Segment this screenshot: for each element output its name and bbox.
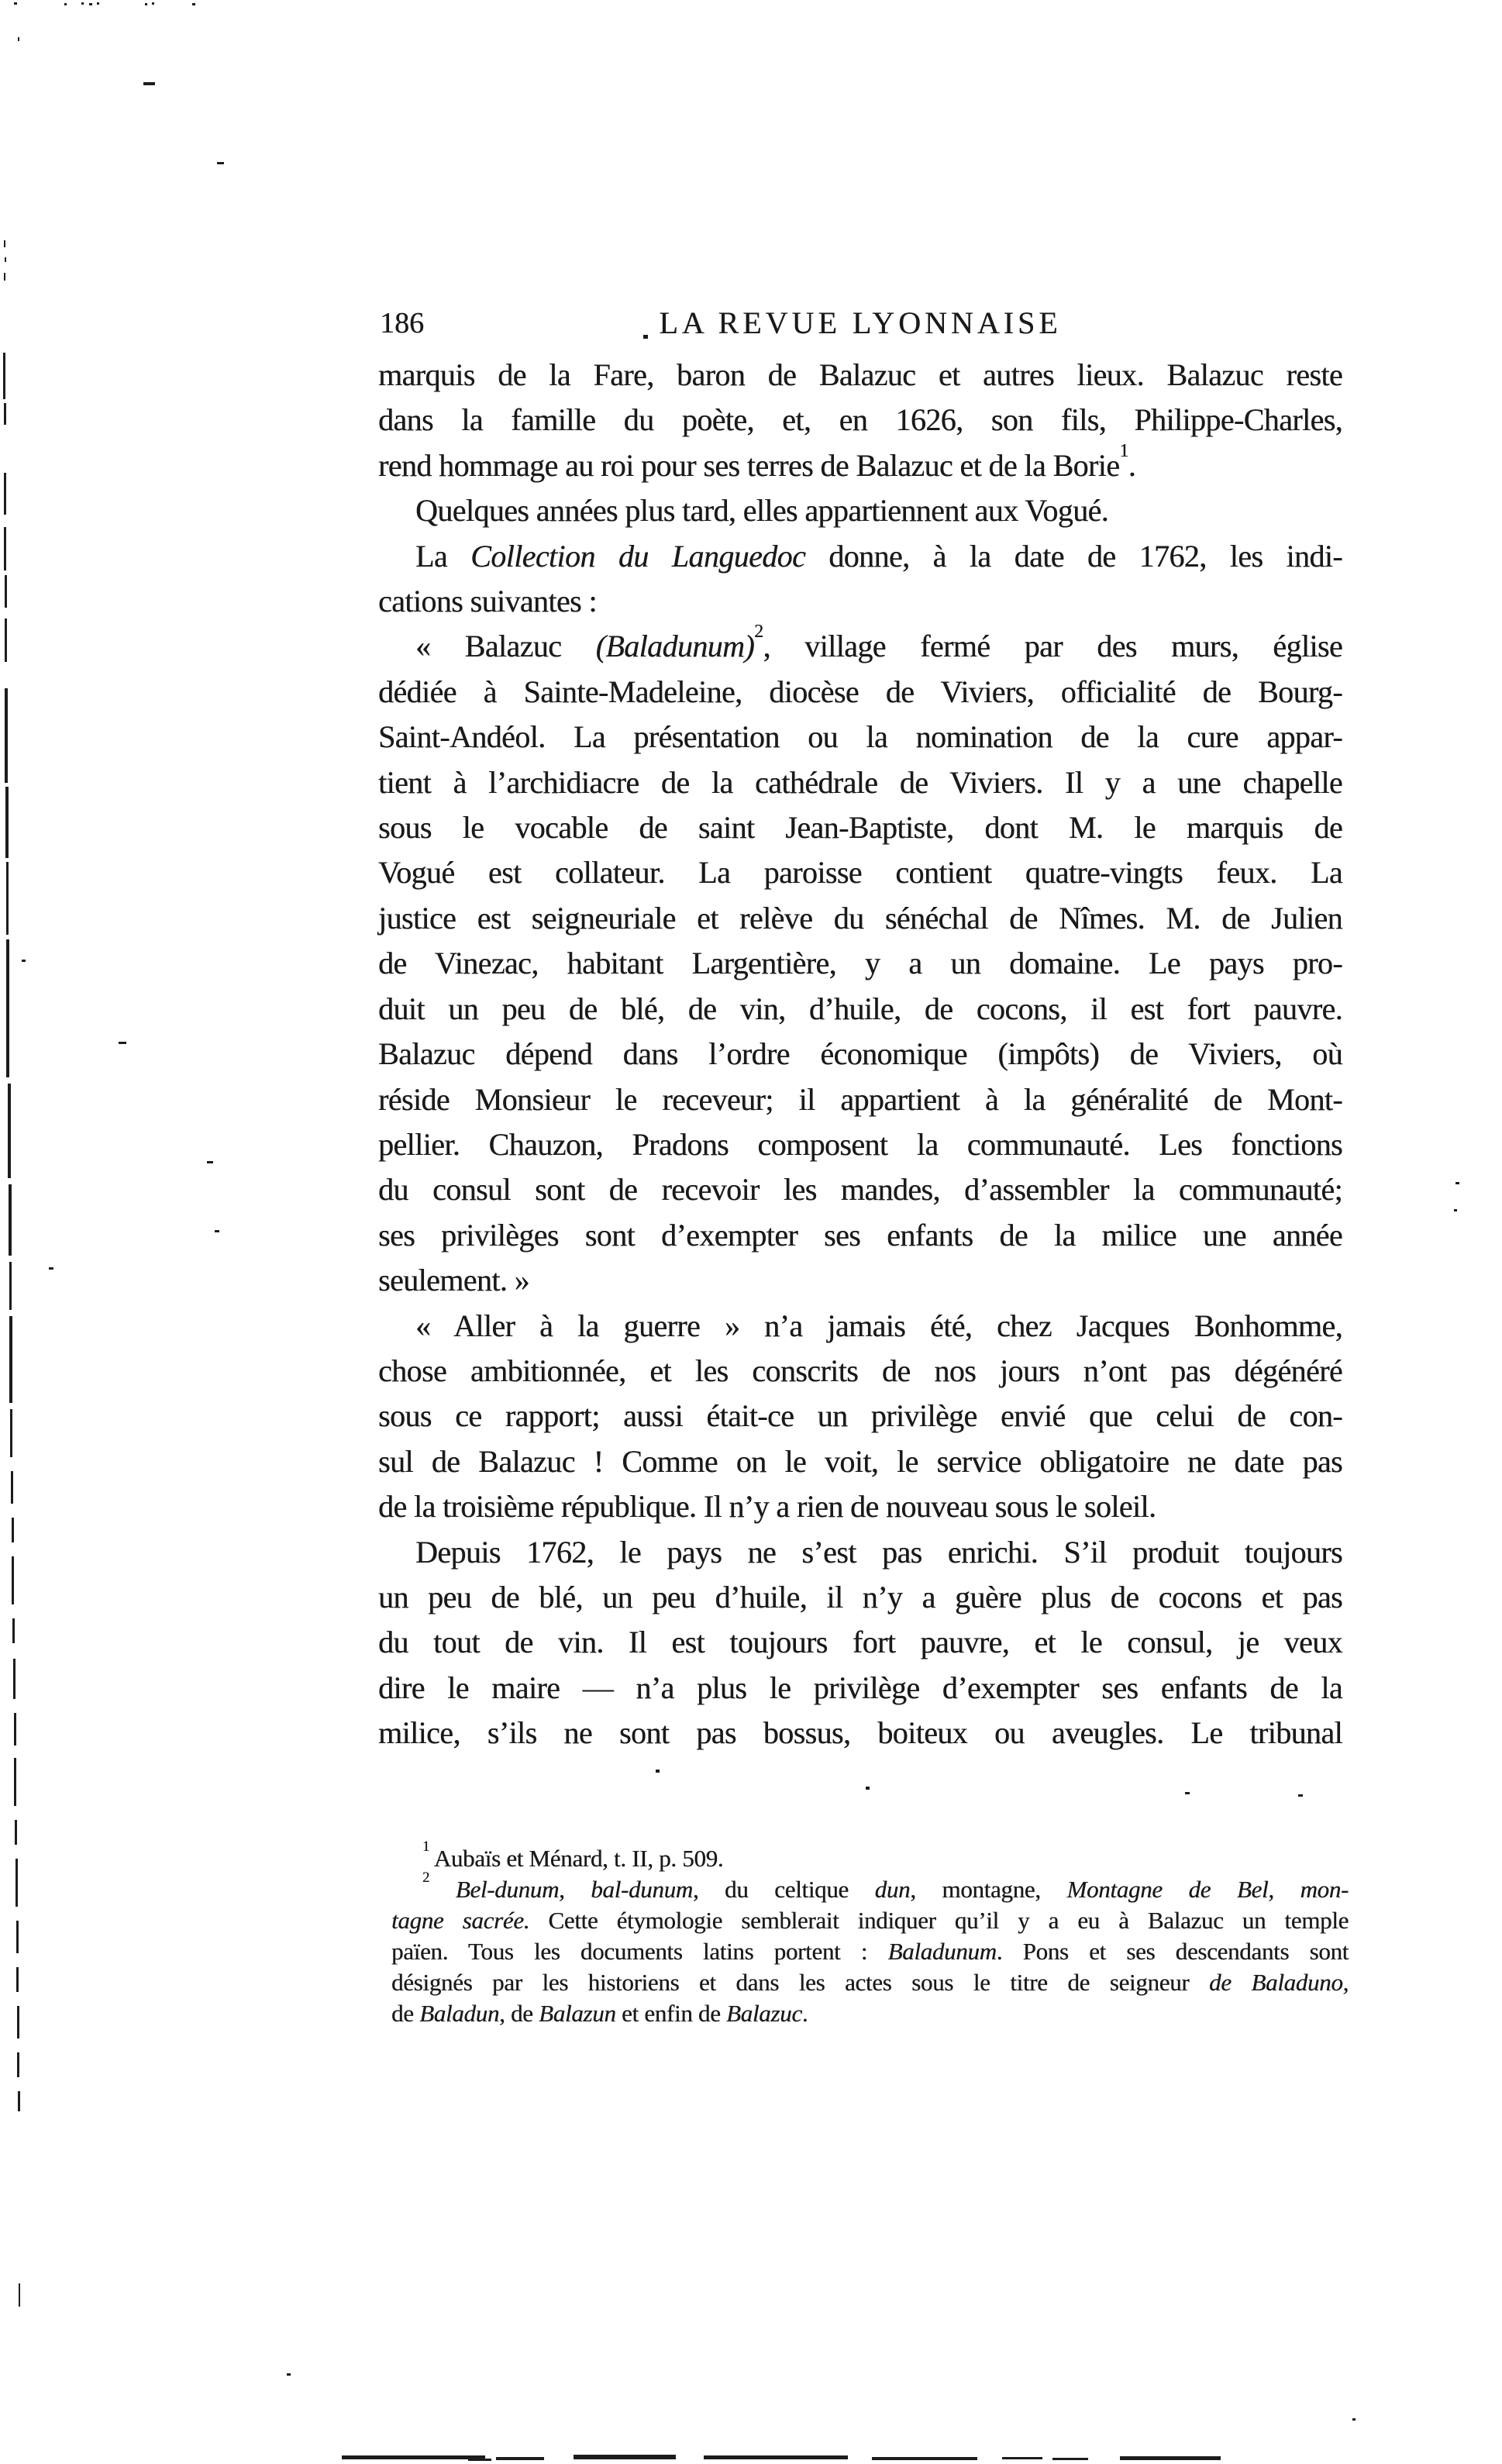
text-segment: sul de Balazuc ! Comme on le voit, le service obligatoire ne date pas <box>378 1443 1342 1479</box>
text-segment: milice, s’ils ne sont pas bossus, boiteux ou aveugles. Le tribunal <box>378 1715 1342 1751</box>
text-line <box>378 715 1342 760</box>
text-segment: Balazuc dépend dans l’ordre économique (impôts) de Viviers, où <box>378 1036 1342 1072</box>
text-segment: tagne sacrée. <box>391 1907 530 1934</box>
scan-artifact <box>19 2283 20 2307</box>
scan-artifact <box>656 1770 660 1773</box>
scan-artifact <box>287 2373 291 2376</box>
text-segment: païen. Tous les documents latins portent : <box>391 1938 888 1965</box>
scan-artifact <box>574 2455 676 2459</box>
text-line <box>378 579 1342 624</box>
scan-artifact <box>872 2457 977 2460</box>
text-line <box>378 440 1342 488</box>
text-segment: . <box>1128 447 1136 483</box>
scan-artifact <box>14 1758 16 1806</box>
text-line <box>378 670 1342 715</box>
text-segment: rend hommage au roi pour ses terres de Balazuc et de la Borie <box>378 447 1120 483</box>
text-line <box>378 534 1342 579</box>
scan-artifact <box>1185 1792 1190 1794</box>
text-segment: Aubaïs et Ménard, t. II, p. 509. <box>429 1845 724 1872</box>
text-segment: , montagne, <box>910 1876 1067 1903</box>
text-line <box>391 1998 1349 2029</box>
text-segment: chose ambitionnée, et les conscrits de nos jours n’ont pas dégénéré <box>378 1353 1342 1388</box>
scan-artifact <box>15 1820 17 1845</box>
scan-artifact <box>14 1713 16 1745</box>
scan-artifact <box>866 1787 870 1790</box>
text-line <box>378 1620 1342 1665</box>
text-segment: dédiée à Sainte-Madeleine, diocèse de Viviers, officialité de Bourg- <box>378 674 1342 709</box>
text-line <box>378 1439 1342 1484</box>
text-line <box>378 1077 1342 1122</box>
scan-artifact <box>145 3 147 5</box>
text-line <box>391 1870 1349 1905</box>
scan-artifact <box>152 2 154 5</box>
text-line <box>378 1167 1342 1212</box>
scan-artifact <box>12 1518 14 1542</box>
scan-artifact <box>119 1042 126 1044</box>
text-line <box>378 1122 1342 1167</box>
text-segment: Vogué est collateur. La paroisse contient quatre-vingts feux. La <box>378 855 1342 891</box>
scan-artifact <box>1352 2418 1356 2421</box>
scan-artifact <box>89 3 92 5</box>
text-segment: Baladunum <box>887 1938 997 1965</box>
text-line <box>378 941 1342 986</box>
text-segment: de <box>391 2000 420 2027</box>
text-segment: Bel-dunum, bal-dunum <box>455 1876 693 1903</box>
text-segment: un peu de blé, un peu d’huile, il n’y a guère plus de cocons et pas <box>378 1579 1342 1615</box>
text-segment: du tout de vin. Il est toujours fort pauvre, et le consul, je veux <box>378 1625 1342 1660</box>
scan-artifact <box>6 939 9 1077</box>
scan-artifact <box>192 3 195 5</box>
text-segment: donne, à la date de 1762, les indi- <box>805 538 1342 574</box>
scan-artifact <box>4 473 6 515</box>
text-segment: dun <box>874 1876 911 1903</box>
text-segment: Balazun <box>539 2000 616 2027</box>
scan-artifact <box>22 960 26 962</box>
text-line <box>378 760 1342 805</box>
scan-artifact <box>64 3 67 5</box>
text-segment: . Pons et ses descendants sont <box>996 1938 1349 1965</box>
text-segment: duit un peu de blé, de vin, d’huile, de cocons, il est fort pauvre. <box>378 991 1342 1026</box>
text-segment: , village fermé par des murs, église <box>763 629 1342 664</box>
scan-artifact <box>18 37 19 41</box>
text-line <box>378 1530 1342 1575</box>
scan-artifact <box>12 1556 14 1604</box>
scan-artifact <box>16 1921 19 1953</box>
footnote-marker: 1 <box>1119 440 1128 461</box>
scan-artifact <box>468 2459 491 2461</box>
scan-artifact <box>215 1230 219 1232</box>
text-segment: seulement. » <box>378 1263 529 1298</box>
scan-artifact <box>17 2052 19 2077</box>
scan-artifact <box>1298 1794 1303 1797</box>
text-segment: tient à l’archidiacre de la cathédrale de Viviers. Il y a une chapelle <box>378 764 1342 800</box>
scan-artifact <box>4 273 5 281</box>
scan-artifact <box>12 1618 15 1643</box>
scan-artifact <box>18 2091 20 2111</box>
text-line <box>378 1394 1342 1439</box>
footnote-marker: 1 <box>422 1839 429 1856</box>
scan-artifact <box>11 1471 13 1504</box>
footnote-marker: 2 <box>754 622 763 643</box>
text-line <box>378 1575 1342 1620</box>
scan-artifact <box>5 575 7 608</box>
text-segment: ses privilèges sont d’exempter ses enfants de la milice une année <box>378 1217 1342 1253</box>
scan-artifact <box>17 2006 19 2038</box>
text-segment: Montagne de Bel, mon- <box>1066 1876 1349 1903</box>
text-line <box>391 1839 1349 1874</box>
page-header <box>378 305 1342 340</box>
scan-artifact <box>10 1409 12 1457</box>
text-segment: pellier. Chauzon, Pradons composent la communauté. Les fonctions <box>378 1126 1342 1162</box>
text-segment: sous ce rapport; aussi était-ce un privilège envié que celui de con- <box>378 1398 1342 1434</box>
text-segment <box>429 1876 456 1903</box>
text-segment: « Balazuc <box>415 629 596 664</box>
scan-artifact <box>643 335 648 339</box>
text-segment: de Baladuno, <box>1209 1969 1349 1996</box>
scan-artifact <box>81 2 84 5</box>
text-segment: Quelques années plus tard, elles appartiennent aux Vogué. <box>415 493 1109 529</box>
scan-artifact <box>16 1859 18 1907</box>
scan-artifact <box>1454 1209 1457 1211</box>
scan-artifact <box>3 353 5 399</box>
text-segment: , du celtique <box>692 1876 875 1903</box>
text-segment: Saint-Andéol. La présentation ou la nomination de la cure appar- <box>378 719 1342 755</box>
text-line <box>391 1905 1349 1936</box>
text-line <box>378 1213 1342 1258</box>
text-segment: justice est seigneuriale et relève du sénéchal de Nîmes. M. de Julien <box>378 900 1342 936</box>
footnote-marker: 2 <box>422 1870 429 1887</box>
scan-artifact <box>5 688 8 783</box>
text-line <box>378 896 1342 941</box>
text-line <box>378 1032 1342 1077</box>
text-line <box>378 488 1342 533</box>
scan-artifact <box>207 1161 213 1163</box>
journal-title: LA REVUE LYONNAISE <box>659 305 1062 340</box>
text-line <box>391 1936 1349 1967</box>
text-segment: Cette étymologie semblerait indiquer qu’il y a eu à Balazuc un temple <box>529 1907 1349 1934</box>
text-segment: désignés par les historiens et dans les actes sous le titre de seigneur <box>391 1969 1210 1996</box>
text-line <box>378 850 1342 895</box>
scan-artifact <box>4 240 5 247</box>
text-line <box>378 353 1342 398</box>
text-line <box>378 398 1342 443</box>
text-segment: du consul sont de recevoir les mandes, d’assembler la communauté; <box>378 1172 1342 1208</box>
text-segment: de la troisième république. Il n’y a rien de nouveau sous le soleil. <box>378 1489 1156 1525</box>
text-segment: Depuis 1762, le pays ne s’est pas enrichi. S’il produit toujours <box>415 1534 1342 1570</box>
scan-artifact <box>4 527 6 570</box>
scan-artifact <box>5 787 9 858</box>
scan-artifact <box>704 2455 848 2459</box>
text-line <box>378 1349 1342 1394</box>
scan-artifact <box>14 2 17 5</box>
footnotes <box>391 1839 1349 2029</box>
text-segment: marquis de la Fare, baron de Balazuc et autres lieux. Balazuc reste <box>378 357 1342 392</box>
text-segment: Baladun <box>419 2000 500 2027</box>
text-segment: Balazuc <box>726 2000 802 2027</box>
scan-artifact <box>143 82 155 85</box>
scan-artifact <box>4 403 6 425</box>
scan-artifact <box>1455 1182 1459 1184</box>
scan-artifact <box>16 1967 19 1992</box>
text-line <box>378 987 1342 1032</box>
text-line <box>378 1711 1342 1756</box>
text-line <box>378 1258 1342 1303</box>
scan-artifact <box>1052 2458 1088 2460</box>
text-segment: . <box>801 2000 808 2027</box>
scan-artifact <box>8 1084 11 1178</box>
text-segment: réside Monsieur le receveur; il appartient à la généralité de Mont- <box>378 1081 1342 1117</box>
scan-artifact <box>6 862 9 935</box>
text-line <box>391 1967 1349 1998</box>
text-segment: sous le vocable de saint Jean-Baptiste, dont M. le marquis de <box>378 810 1342 846</box>
scan-artifact <box>217 162 224 164</box>
scan-artifact <box>13 1659 16 1699</box>
text-segment: dans la famille du poète, et, en 1626, son fils, Philippe-Charles, <box>378 402 1342 438</box>
text-segment: « Aller à la guerre » n’a jamais été, chez Jacques Bonhomme, <box>415 1308 1342 1343</box>
body-text <box>378 353 1342 1756</box>
text-segment: dire le maire — n’a plus le privilège d’exempter ses enfants de la <box>378 1670 1342 1705</box>
scan-artifact <box>5 619 7 662</box>
text-line <box>378 1304 1342 1349</box>
scan-artifact <box>342 2455 485 2459</box>
text-segment: Collection du Languedoc <box>470 538 806 574</box>
scan-artifact <box>1120 2456 1221 2460</box>
scan-artifact <box>97 2 99 5</box>
scan-artifact <box>5 257 6 262</box>
scan-artifact <box>1002 2457 1042 2459</box>
text-line <box>378 1484 1342 1529</box>
text-line <box>378 1666 1342 1711</box>
text-segment: de Vinezac, habitant Largentière, y a un domaine. Le pays pro- <box>378 946 1342 981</box>
scan-artifact <box>9 1316 12 1403</box>
text-segment: et enfin de <box>615 2000 727 2027</box>
text-segment: (Baladunum) <box>595 629 755 664</box>
text-segment: La <box>415 538 471 574</box>
scan-artifact <box>496 2457 544 2460</box>
text-segment: , de <box>499 2000 539 2027</box>
scan-artifact <box>9 1184 12 1256</box>
text-segment: cations suivantes : <box>378 584 597 619</box>
scan-artifact <box>49 1267 53 1270</box>
text-line <box>378 805 1342 850</box>
page-number: 186 <box>380 307 424 339</box>
scan-artifact <box>9 1262 12 1310</box>
text-line <box>378 624 1342 669</box>
